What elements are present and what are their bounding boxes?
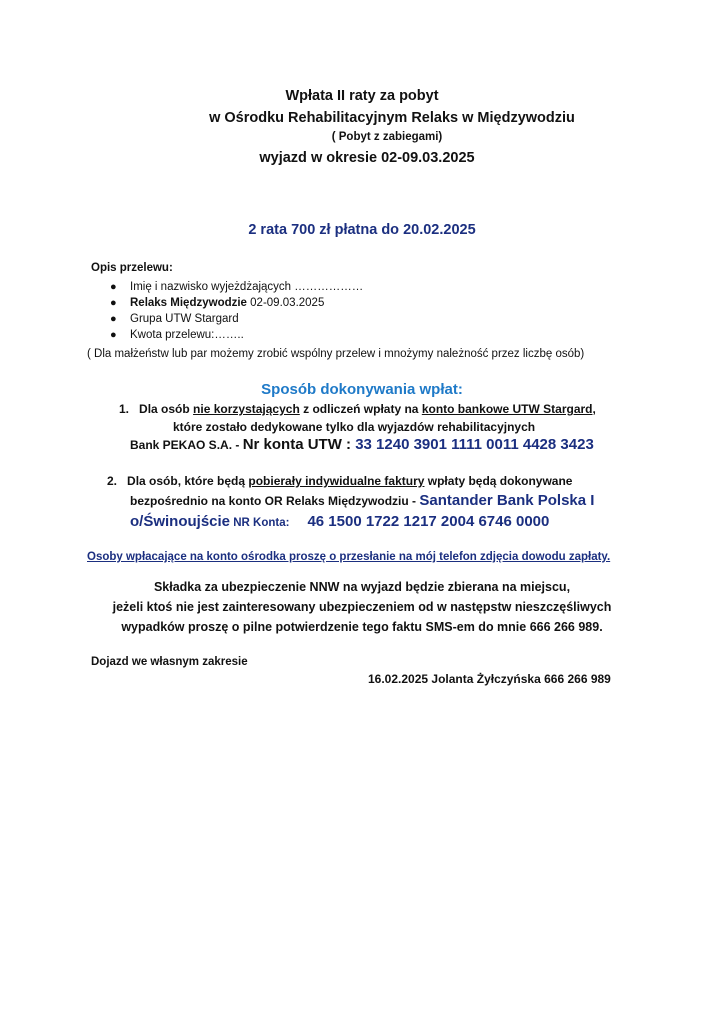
bullet-icon: ● (110, 313, 117, 325)
insurance-line-3: wypadków proszę o pilne potwierdzenie tego faktu SMS-em do mnie 666 266 989. (121, 620, 603, 634)
payment-heading: Sposób dokonywania wpłat: (261, 381, 463, 398)
description-heading: Opis przelewu: (91, 262, 173, 274)
list-item-bold: Relaks Międzywodzie (130, 297, 247, 309)
payment-item-1-account: Bank PEKAO S.A. - Nr konta UTW : 33 1240 3901 1111 0011 4428 3423 (130, 436, 594, 453)
signature-line: 16.02.2025 Jolanta Żyłczyńska 666 266 989 (368, 672, 611, 686)
payment-item-1-line-1: 1. Dla osób nie korzystających z odliczeń wpłaty na konto bankowe UTW Stargard, (119, 402, 596, 416)
list-item-text: Grupa UTW Stargard (130, 313, 239, 325)
item-number: 1. (119, 402, 130, 416)
list-item-text: Kwota przelewu:…….. (130, 329, 244, 341)
payment-item-1-line-2: które zostało dedykowane tylko dla wyjazdów rehabilitacyjnych (173, 420, 536, 434)
installment-line: 2 rata 700 zł płatna do 20.02.2025 (248, 222, 476, 238)
list-item-text: Imię i nazwisko wyjeżdżających ……………… (130, 281, 364, 293)
title-line-3: ( Pobyt z zabiegami) (331, 131, 443, 143)
list-item-text: 02-09.03.2025 (246, 297, 325, 309)
bullet-icon: ● (110, 297, 117, 309)
title-line-2: w Ośrodku Rehabilitacyjnym Relaks w Międzywodziu (209, 110, 575, 126)
payment-item-2-account: o/Świnoujście NR Konta: 46 1500 1722 1217 2004 6746 0000 (130, 513, 550, 530)
item-number: 2. (107, 474, 118, 488)
payment-item-2-line-2: bezpośrednio na konto OR Relaks Międzywodziu - Santander Bank Polska I (130, 492, 595, 509)
insurance-line-2: jeżeli ktoś nie jest zainteresowany ubezpieczeniem od w następstw nieszczęśliwych (112, 600, 612, 614)
account-number-utw: 33 1240 3901 1111 0011 4428 3423 (355, 436, 594, 453)
photo-confirmation-note: Osoby wpłacające na konto ośrodka proszę o przesłanie na mój telefon zdjęcia dowodu zapłaty. (87, 551, 611, 563)
account-number-relaks: 46 1500 1722 1217 2004 6746 0000 (307, 513, 550, 530)
transport-note: Dojazd we własnym zakresie (91, 656, 248, 668)
payment-item-2-line-1: 2. Dla osób, które będą pobierały indywidualne faktury wpłaty będą dokonywane (107, 474, 573, 488)
bullet-icon: ● (110, 329, 117, 341)
bullet-icon: ● (110, 281, 117, 293)
title-line-4: wyjazd w okresie 02-09.03.2025 (259, 150, 475, 166)
insurance-line-1: Składka za ubezpieczenie NNW na wyjazd będzie zbierana na miejscu, (153, 580, 571, 594)
title-line-1: Wpłata II raty za pobyt (285, 88, 439, 104)
couples-note: ( Dla małżeństw lub par możemy zrobić wspólny przelew i mnożymy należność przez liczbę osób) (87, 348, 585, 360)
